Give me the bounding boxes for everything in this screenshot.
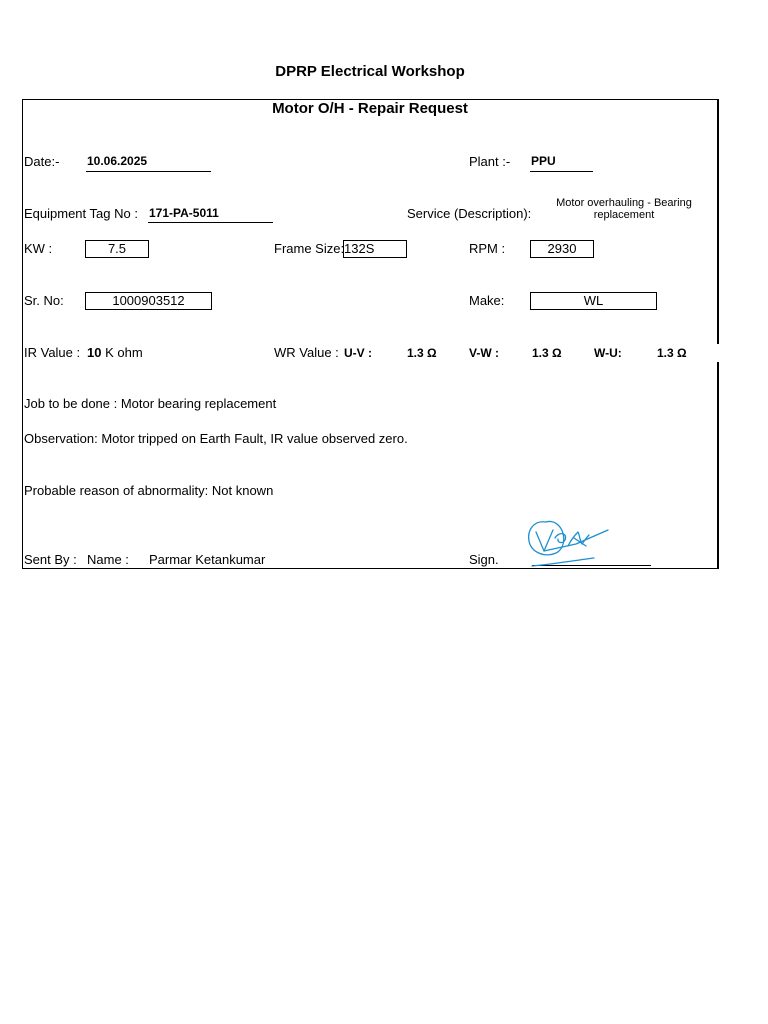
frame-size-label: Frame Size: [274, 241, 345, 256]
rpm-label: RPM : [469, 241, 506, 256]
sent-by-label: Sent By : [24, 552, 77, 567]
equipment-tag-field[interactable]: 171-PA-5011 [148, 206, 273, 223]
wr-value-label: WR Value : [274, 345, 339, 360]
plant-label: Plant :- [469, 154, 511, 169]
name-label: Name : [87, 552, 129, 567]
date-field[interactable]: 10.06.2025 [86, 154, 211, 172]
plant-field[interactable]: PPU [530, 154, 593, 172]
form-title: Motor O/H - Repair Request [272, 100, 468, 117]
wr-uv-label: U-V : [344, 346, 372, 360]
make-label: Make: [469, 293, 505, 308]
wr-wu-label: W-U: [594, 346, 622, 360]
wr-wu-value[interactable]: 1.3 Ω [657, 346, 687, 360]
service-description[interactable] [546, 197, 702, 221]
signature [524, 516, 614, 570]
wr-uv-value[interactable]: 1.3 Ω [407, 346, 437, 360]
service-description-line1: Motor overhauling - Bearing [556, 197, 692, 209]
frame-gap [714, 344, 720, 362]
ir-value-number: 10 [87, 345, 102, 360]
ir-value-field[interactable] [87, 345, 143, 360]
observation: Observation: Motor tripped on Earth Fault, IR value observed zero. [24, 431, 408, 446]
rpm-field[interactable]: 2930 [530, 240, 594, 258]
make-field[interactable]: WL [530, 292, 657, 310]
job-to-be-done: Job to be done : Motor bearing replacement [24, 396, 277, 411]
wr-vw-value[interactable]: 1.3 Ω [532, 346, 562, 360]
equipment-tag-label: Equipment Tag No : [24, 206, 138, 221]
date-label: Date:- [24, 154, 60, 169]
serial-field[interactable]: 1000903512 [85, 292, 212, 310]
ir-value-label: IR Value : [24, 345, 81, 360]
wr-vw-label: V-W : [469, 346, 499, 360]
serial-label: Sr. No: [24, 293, 64, 308]
sign-label: Sign. [469, 552, 499, 567]
service-label: Service (Description): [407, 206, 532, 221]
probable-reason: Probable reason of abnormality: Not known [24, 483, 274, 498]
ir-value-unit: K ohm [105, 345, 143, 360]
frame-size-field[interactable]: 132S [343, 240, 407, 258]
workshop-title: DPRP Electrical Workshop [275, 63, 465, 80]
kw-label: KW : [24, 241, 53, 256]
service-description-line2: replacement [593, 209, 655, 221]
sender-name: Parmar Ketankumar [149, 552, 266, 567]
kw-field[interactable]: 7.5 [85, 240, 149, 258]
